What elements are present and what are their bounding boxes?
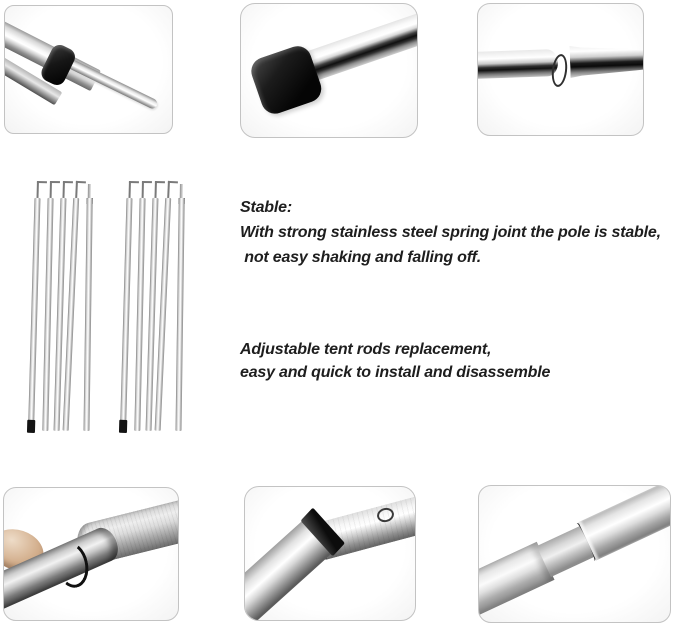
- photo-joint-connected: [478, 485, 671, 623]
- folded-pole-bundle-1: [35, 180, 95, 433]
- bottom-ferrule: [119, 420, 127, 433]
- pole-section: [175, 180, 187, 433]
- pole-tube: [42, 198, 53, 431]
- pole-tube: [120, 198, 133, 431]
- pole-tip: [88, 184, 91, 199]
- photo-pole-tip-with-pin: [4, 5, 173, 134]
- pole-tube-right: [569, 43, 644, 78]
- pole-tip: [180, 184, 183, 199]
- pole-tube: [83, 198, 92, 431]
- pole-section: [28, 180, 43, 433]
- adjustable-line-2: easy and quick to install and disassemble: [240, 364, 551, 381]
- stability-line-2: not easy shaking and falling off.: [240, 249, 481, 266]
- photo-threading-spring-cord: [3, 487, 179, 621]
- bottom-ferrule: [27, 420, 35, 433]
- pole-section: [83, 180, 95, 433]
- joint-sleeve: [578, 485, 671, 560]
- pole-tube-left: [244, 511, 343, 621]
- pole-section: [120, 180, 135, 433]
- stability-text-block: [240, 195, 661, 270]
- photo-spring-joint-separated: [477, 3, 644, 136]
- adjustable-text-block: [240, 338, 550, 384]
- stability-line-1: With strong stainless steel spring joint the pole is stable,: [240, 224, 661, 241]
- photo-pole-end-cap: [240, 3, 418, 138]
- connected-pole-rod: [478, 485, 671, 622]
- adjustable-line-1: Adjustable tent rods replacement,: [240, 341, 492, 358]
- pole-tube: [28, 198, 41, 431]
- pole-tube: [134, 198, 145, 431]
- pole-tube: [175, 198, 184, 431]
- photo-joint-ends-aligned: [244, 486, 416, 621]
- stability-heading: Stable:: [240, 199, 292, 216]
- pole-tube-left: [477, 49, 558, 79]
- folded-pole-bundle-2: [127, 180, 187, 433]
